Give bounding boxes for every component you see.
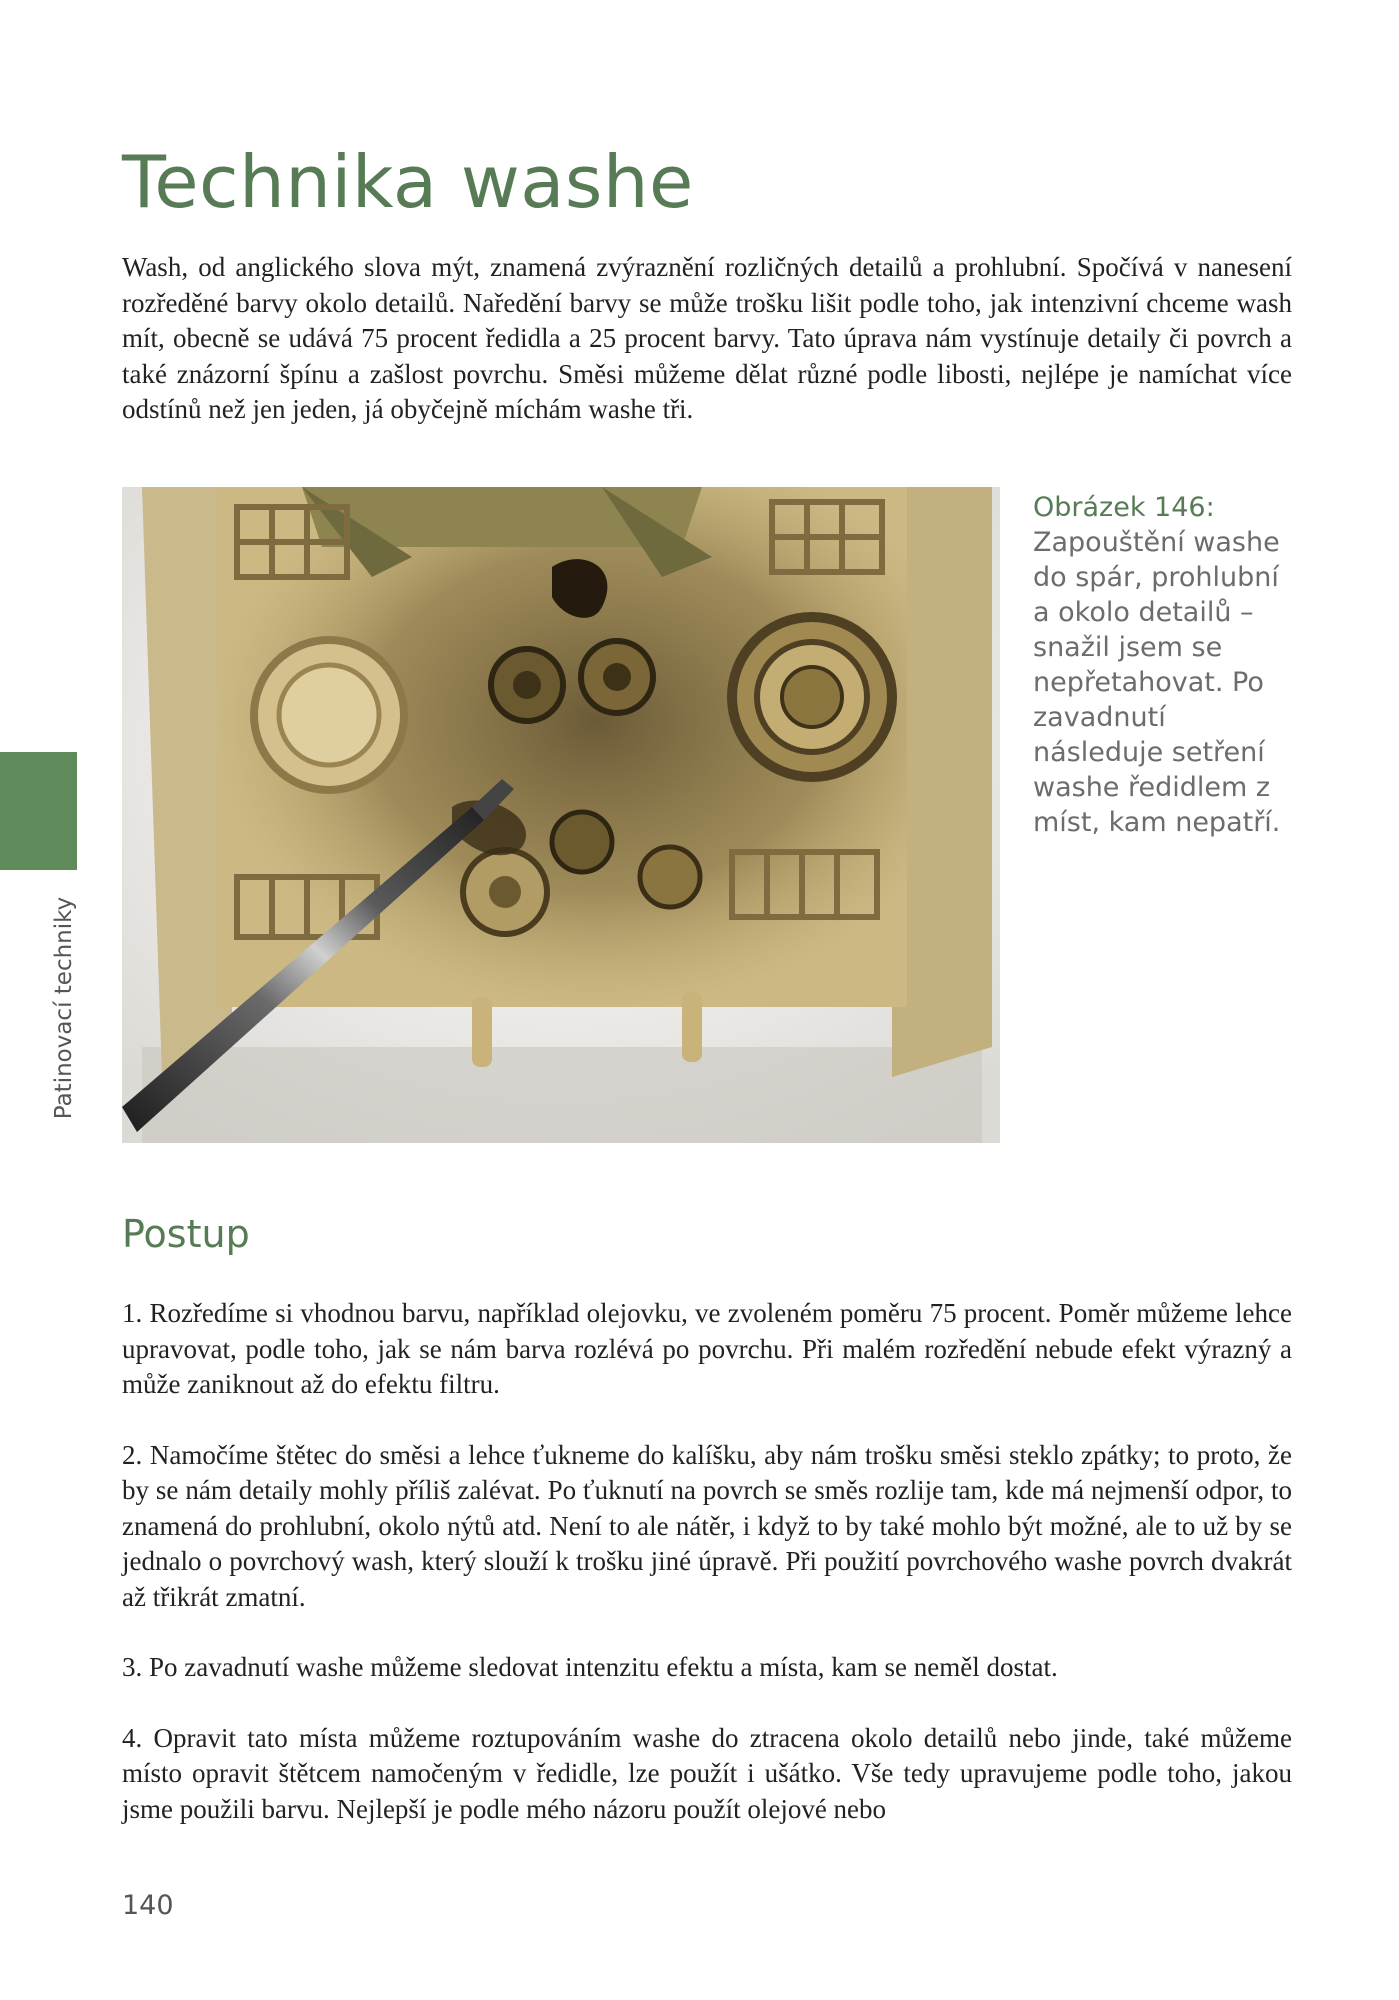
- step-paragraph: 2. Namočíme štětec do směsi a lehce ťukneme do kalíšku, aby nám trošku směsi steklo zpátky; to proto, že by se nám detaily mohly příliš zalévat. Po ťuknutí na povrch se směs rozlije tam, kde má nejmenší odpor, to znamená do prohlubní, okolo nýtů atd. Není to ale nátěr, i když to by také mohlo být možné, ale to už by se jednalo o povrchový wash, který slouží k trošku jiné úpravě. Při použití povrchového washe povrch dvakrát až třikrát zmatní.: [122, 1439, 1292, 1612]
- page-number: 140: [122, 1890, 174, 1921]
- section-subheading: Postup: [122, 1212, 250, 1256]
- step-paragraph: 1. Rozředíme si vhodnou barvu, například olejovku, ve zvoleném poměru 75 procent. Poměr můžeme lehce upravovat, podle toho, jak se nám barva rozlévá po povrchu. Při malém rozředění nebude efekt výrazný a může zaniknout až do efektu filtru.: [122, 1298, 1292, 1399]
- figure-caption-text: Zapouštění washe do spár, prohlubní a okolo detailů – snažil jsem se nepřetahovat. Po zavadnutí následuje setření washe ředidlem z míst, kam nepatří.: [1033, 527, 1281, 838]
- page-title: Technika washe: [122, 140, 694, 224]
- figure-caption: [1033, 490, 1295, 840]
- tank-model-photo: [122, 487, 1000, 1143]
- section-color-tab: [0, 752, 77, 870]
- figure-label: Obrázek 146:: [1033, 492, 1215, 523]
- steps-list: [122, 1296, 1292, 1862]
- section-side-label: Patinovací techniky: [51, 896, 77, 1120]
- step-paragraph: 4. Opravit tato místa můžeme roztupováním washe do ztracena okolo detailů nebo jinde, také můžeme místo opravit štětcem namočeným v ředidle, lze použít i ušátko. Vše tedy upravujeme podle toho, jakou jsme použili barvu. Nejlepší je podle mého názoru použít olejové nebo: [122, 1722, 1292, 1824]
- step-paragraph: 3. Po zavadnutí washe můžeme sledovat intenzitu efektu a místa, kam se neměl dostat.: [122, 1652, 1058, 1682]
- intro-paragraph: Wash, od anglického slova mýt, znamená zvýraznění rozličných detailů a prohlubní. Spočívá v nanesení rozředěné barvy okolo detailů. Naředění barvy se může trošku lišit podle toho, jak intenzivní chceme wash mít, obecně se udává 75 procent ředidla a 25 procent barvy. Tato úprava nám vystínuje detaily či povrch a také znázorní špínu a zašlost povrchu. Směsi můžeme dělat různé podle libosti, nejlépe je namíchat více odstínů než jen jeden, já obyčejně míchám washe tři.: [122, 252, 1292, 424]
